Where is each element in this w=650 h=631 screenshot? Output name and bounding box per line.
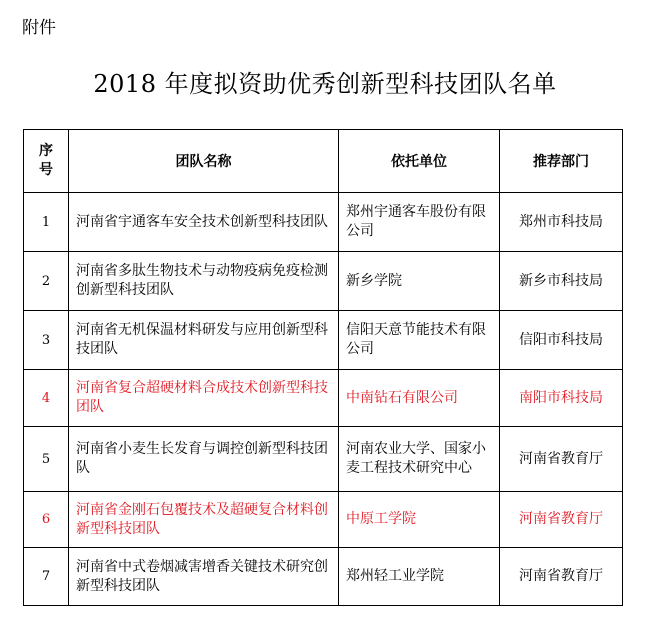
attachment-label: 附件 bbox=[22, 18, 56, 38]
row-affiliation: 河南农业大学、国家小麦工程技术研究中心 bbox=[339, 427, 500, 492]
row-index: 1 bbox=[24, 193, 69, 252]
row-team-name: 河南省宇通客车安全技术创新型科技团队 bbox=[69, 193, 339, 252]
table-row bbox=[24, 311, 623, 370]
row-recommender: 南阳市科技局 bbox=[500, 370, 623, 427]
row-affiliation: 郑州轻工业学院 bbox=[339, 548, 500, 606]
table-header-row bbox=[24, 130, 623, 193]
row-team-name: 河南省多肽生物技术与动物疫病免疫检测创新型科技团队 bbox=[69, 252, 339, 311]
row-affiliation: 新乡学院 bbox=[339, 252, 500, 311]
row-team-name: 河南省中式卷烟减害增香关键技术研究创新型科技团队 bbox=[69, 548, 339, 606]
table-row bbox=[24, 427, 623, 492]
row-team-name: 河南省小麦生长发育与调控创新型科技团队 bbox=[69, 427, 339, 492]
row-team-name: 河南省复合超硬材料合成技术创新型科技团队 bbox=[69, 370, 339, 427]
row-index: 7 bbox=[24, 548, 69, 606]
row-recommender: 新乡市科技局 bbox=[500, 252, 623, 311]
row-recommender: 河南省教育厅 bbox=[500, 427, 623, 492]
row-recommender: 郑州市科技局 bbox=[500, 193, 623, 252]
row-index: 4 bbox=[24, 370, 69, 427]
row-index: 2 bbox=[24, 252, 69, 311]
header-team-name: 团队名称 bbox=[69, 130, 339, 193]
table-row bbox=[24, 492, 623, 548]
header-index: 序号 bbox=[24, 130, 69, 193]
table-row bbox=[24, 193, 623, 252]
row-team-name: 河南省金刚石包覆技术及超硬复合材料创新型科技团队 bbox=[69, 492, 339, 548]
row-index: 3 bbox=[24, 311, 69, 370]
row-recommender: 信阳市科技局 bbox=[500, 311, 623, 370]
header-recommender: 推荐部门 bbox=[500, 130, 623, 193]
row-recommender: 河南省教育厅 bbox=[500, 492, 623, 548]
table-row bbox=[24, 252, 623, 311]
page-title: 2018 年度拟资助优秀创新型科技团队名单 bbox=[93, 70, 557, 98]
team-list-table bbox=[23, 129, 623, 606]
row-recommender: 河南省教育厅 bbox=[500, 548, 623, 606]
row-index: 6 bbox=[24, 492, 69, 548]
header-affiliation: 依托单位 bbox=[339, 130, 500, 193]
row-team-name: 河南省无机保温材料研发与应用创新型科技团队 bbox=[69, 311, 339, 370]
row-index: 5 bbox=[24, 427, 69, 492]
row-affiliation: 信阳天意节能技术有限公司 bbox=[339, 311, 500, 370]
row-affiliation: 中南钻石有限公司 bbox=[339, 370, 500, 427]
row-affiliation: 中原工学院 bbox=[339, 492, 500, 548]
table-row bbox=[24, 548, 623, 606]
table-row bbox=[24, 370, 623, 427]
row-affiliation: 郑州宇通客车股份有限公司 bbox=[339, 193, 500, 252]
